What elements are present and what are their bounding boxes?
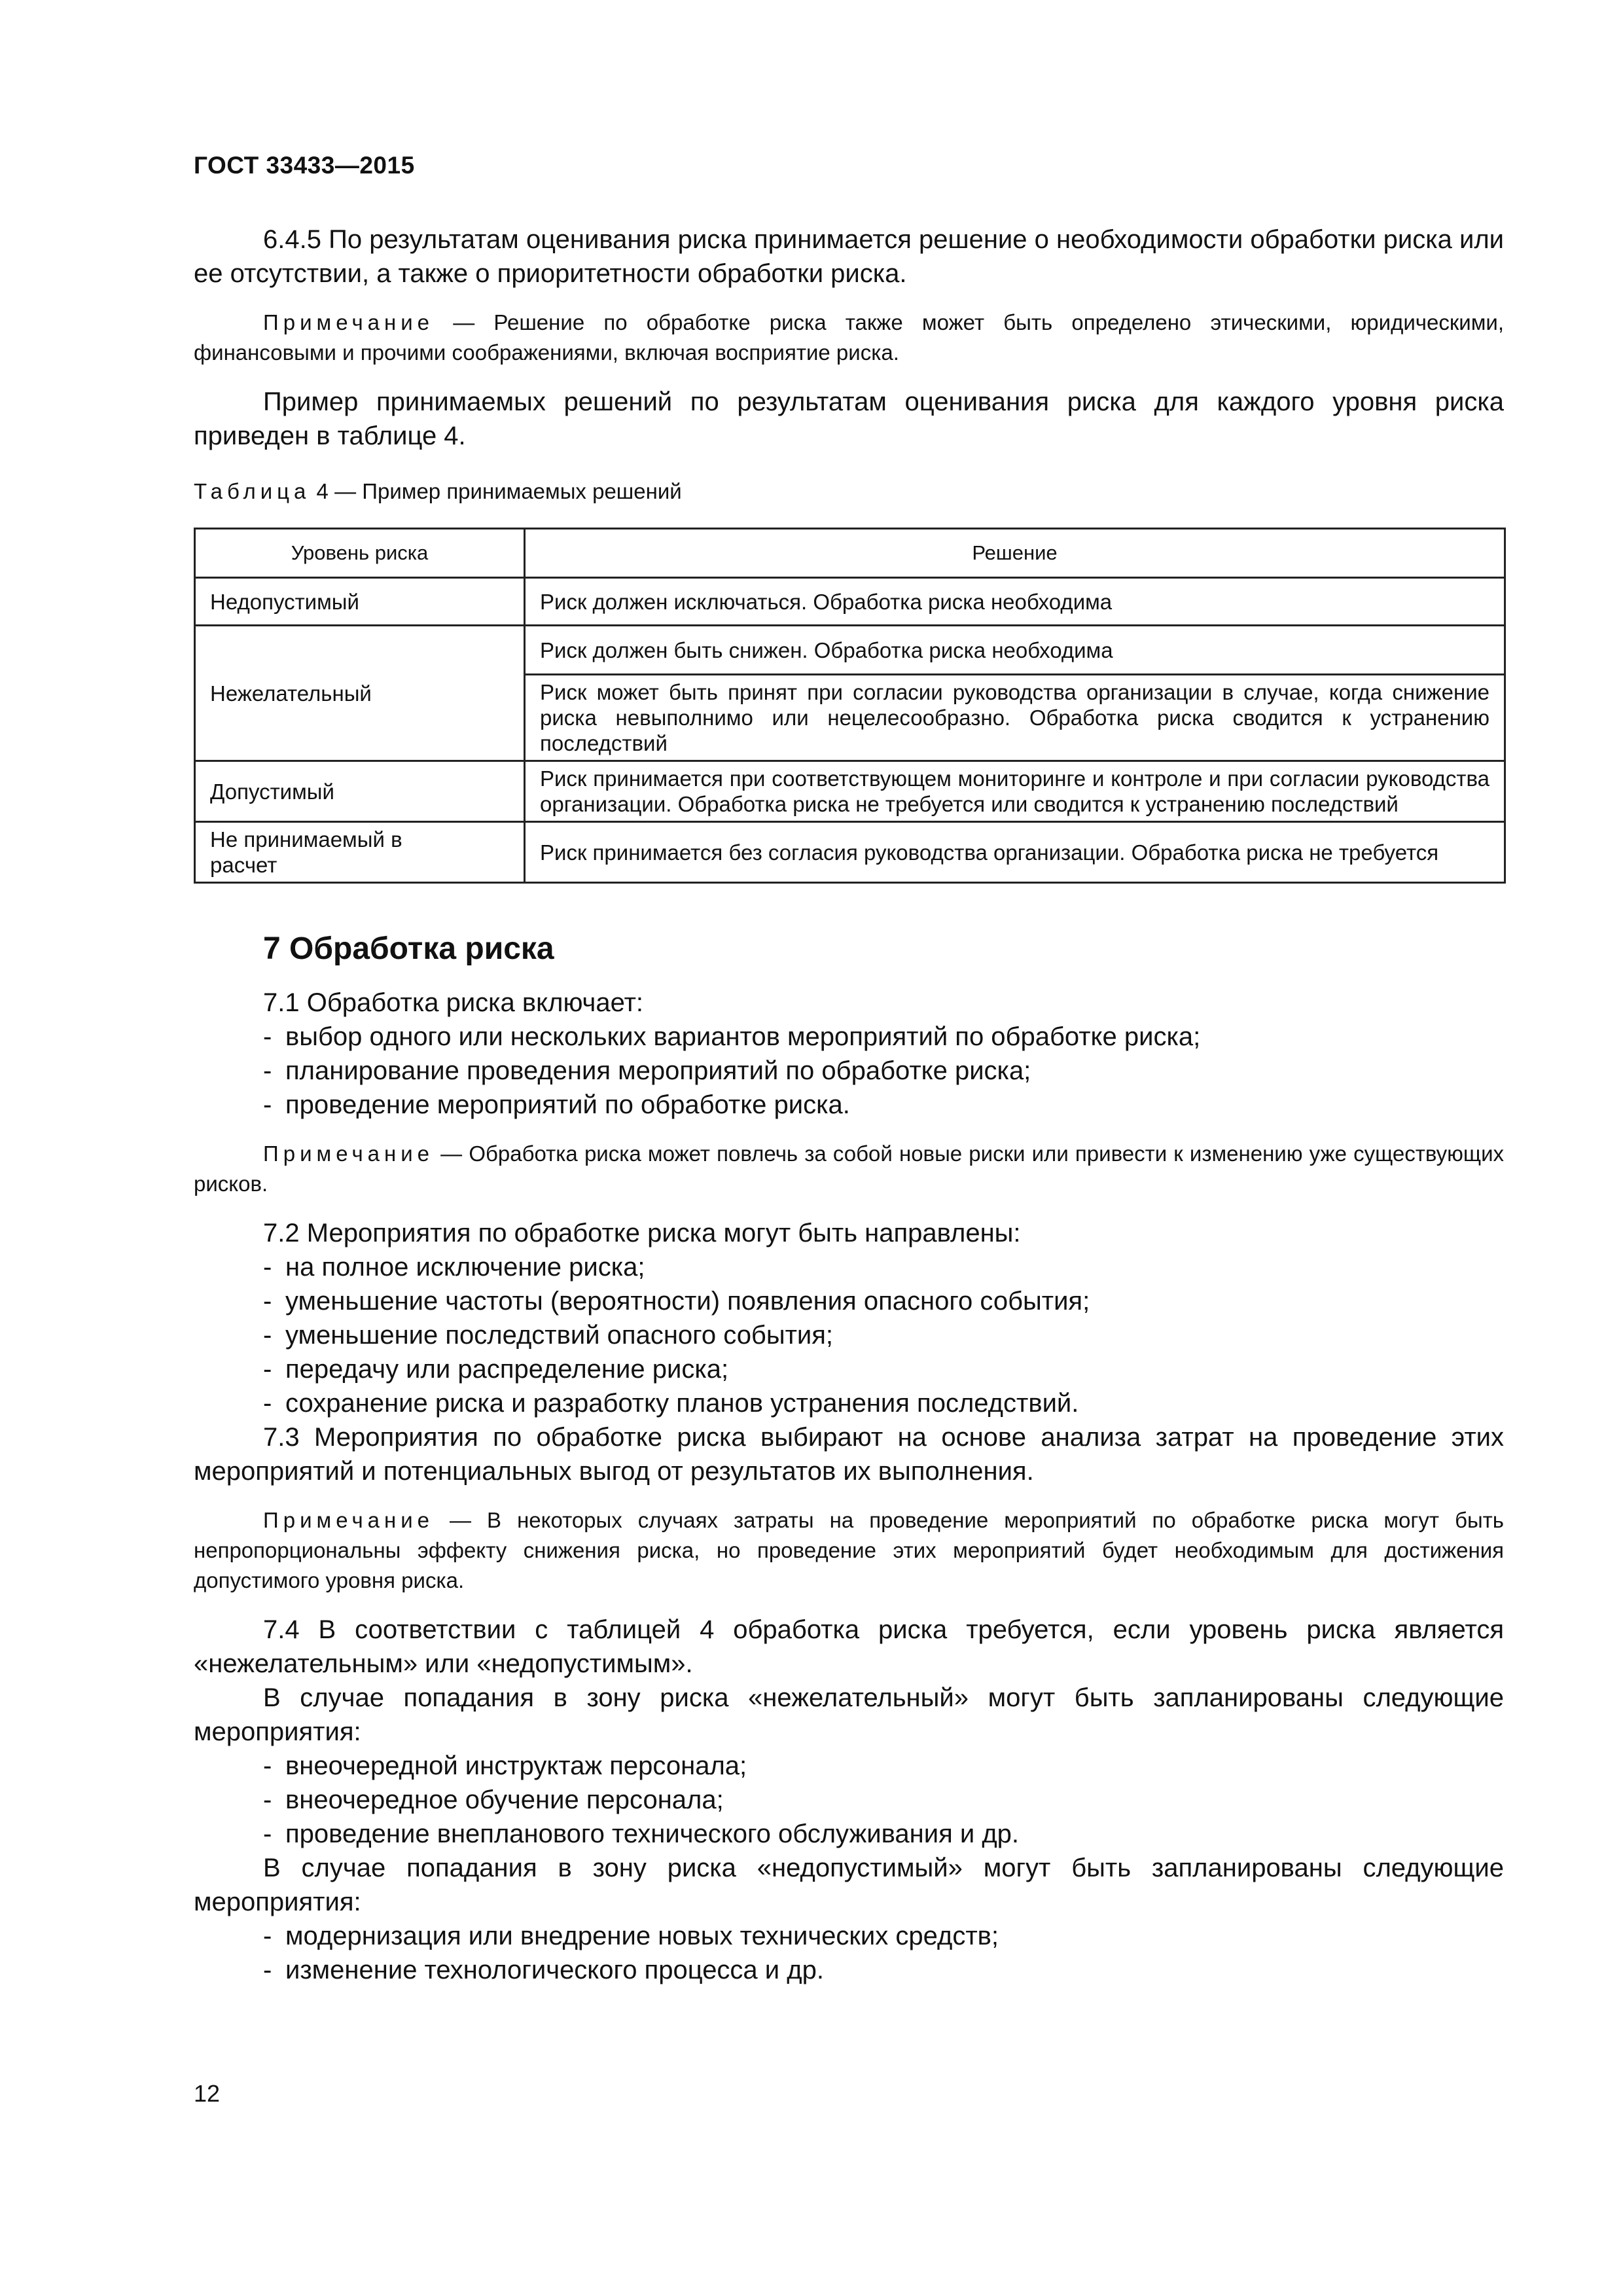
list-item — [194, 1386, 1504, 1420]
note-1 — [194, 308, 1504, 368]
list-item-text: выбор одного или нескольких вариантов мероприятий по обработке риска; — [285, 1022, 1201, 1051]
paragraph-7-2: 7.2 Мероприятия по обработке риска могут быть направлены: — [263, 1219, 1021, 1247]
page-number: 12 — [194, 2080, 221, 2107]
paragraph-example: Пример принимаемых решений по результатам оценивания риска для каждого уровня риска приведен в таблице 4. — [194, 387, 1504, 450]
dash-mark: - — [263, 1922, 272, 1950]
list-item-text: изменение технологического процесса и др. — [285, 1956, 824, 1984]
list-item-text: внеочередной инструктаж персонала; — [285, 1751, 747, 1780]
table-caption-text: 4 — Пример принимаемых решений — [310, 479, 682, 503]
paragraph-unacceptable: В случае попадания в зону риска «недопустимый» могут быть запланированы следующие мероприятия: — [194, 1854, 1504, 1916]
dash-mark: - — [263, 1022, 272, 1051]
dash-mark: - — [263, 1056, 272, 1085]
table-row — [195, 822, 1505, 883]
list-item-text: на полное исключение риска; — [285, 1253, 645, 1282]
list-item — [194, 1284, 1504, 1318]
decision-cell: Риск принимается без согласия руководства организации. Обработка риска не требуется — [525, 822, 1505, 883]
decisions-table — [194, 528, 1506, 884]
list-undesirable — [194, 1749, 1504, 1851]
dash-mark: - — [263, 1956, 272, 1984]
list-item — [194, 1352, 1504, 1386]
note-text: — Решение по обработке риска также может быть определено этическими, юридическими, финансовыми и прочими соображениями, включая восприятие риска. — [194, 310, 1504, 365]
list-item — [194, 1250, 1504, 1284]
note-label: Примечание — [263, 1141, 435, 1166]
list-item-text: проведение внепланового технического обслуживания и др. — [285, 1820, 1020, 1848]
table-row — [195, 578, 1505, 626]
paragraph-7-3: 7.3 Мероприятия по обработке риска выбирают на основе анализа затрат на проведение этих мероприятий и потенциальных выгод от результатов их выполнения. — [194, 1423, 1504, 1486]
list-item-text: внеочередное обучение персонала; — [285, 1785, 724, 1814]
section-7-title: 7 Обработка риска — [263, 931, 554, 966]
decision-cell: Риск должен исключаться. Обработка риска необходима — [525, 578, 1505, 626]
list-item-text: уменьшение частоты (вероятности) появления опасного события; — [285, 1287, 1090, 1316]
note-3 — [194, 1505, 1504, 1596]
list-item — [194, 1953, 1504, 1987]
list-item — [194, 1919, 1504, 1953]
dash-mark: - — [263, 1389, 272, 1418]
standard-designation: ГОСТ 33433—2015 — [194, 152, 415, 179]
dash-mark: - — [263, 1355, 272, 1384]
dash-mark: - — [263, 1253, 272, 1282]
header-decision: Решение — [525, 529, 1505, 578]
risk-level-cell: Нежелательный — [195, 626, 525, 761]
table-caption — [194, 479, 1504, 504]
table-caption-label: Таблица — [194, 479, 311, 503]
risk-level-cell: Недопустимый — [195, 578, 525, 626]
decision-cell: Риск принимается при соответствующем мониторинге и контроле и при согласии руководства организации. Обработка риска не требуется или сводится к устранению последствий — [525, 761, 1505, 822]
list-item-text: передачу или распределение риска; — [285, 1355, 729, 1384]
paragraph-6-4-5: 6.4.5 По результатам оценивания риска принимается решение о необходимости обработки риска или ее отсутствии, а также о приоритетности обработки риска. — [194, 225, 1504, 288]
list-item — [194, 1054, 1504, 1088]
table-header-row — [195, 529, 1505, 578]
risk-level-cell: Допустимый — [195, 761, 525, 822]
decision-cell: Риск должен быть снижен. Обработка риска необходима — [525, 626, 1505, 675]
note-label: Примечание — [263, 310, 435, 334]
note-text: — Обработка риска может повлечь за собой новые риски или привести к изменению уже существующих рисков. — [194, 1141, 1504, 1196]
dash-mark: - — [263, 1820, 272, 1848]
table-row — [195, 626, 1505, 675]
note-label: Примечание — [263, 1508, 435, 1532]
list-item — [194, 1088, 1504, 1122]
page-content — [194, 223, 1504, 1987]
list-item — [194, 1749, 1504, 1783]
note-2 — [194, 1139, 1504, 1199]
list-7-2 — [194, 1250, 1504, 1420]
dash-mark: - — [263, 1287, 272, 1316]
list-unacceptable — [194, 1919, 1504, 1987]
list-item-text: модернизация или внедрение новых технических средств; — [285, 1922, 999, 1950]
dash-mark: - — [263, 1785, 272, 1814]
list-item-text: уменьшение последствий опасного события; — [285, 1321, 834, 1350]
list-item — [194, 1318, 1504, 1352]
list-item — [194, 1817, 1504, 1851]
list-item — [194, 1020, 1504, 1054]
list-item-text: планирование проведения мероприятий по обработке риска; — [285, 1056, 1031, 1085]
risk-level-text: Не принимаемый в расчет — [210, 827, 402, 877]
dash-mark: - — [263, 1321, 272, 1350]
note-text: — В некоторых случаях затраты на проведение мероприятий по обработке риска могут быть непропорциональны эффекту снижения риска, но проведение этих мероприятий будет необходимым для достижения допустимого уровня риска. — [194, 1508, 1504, 1592]
dash-mark: - — [263, 1751, 272, 1780]
risk-level-cell — [195, 822, 525, 883]
list-item — [194, 1783, 1504, 1817]
list-item-text: сохранение риска и разработку планов устранения последствий. — [285, 1389, 1079, 1418]
header-risk-level: Уровень риска — [195, 529, 525, 578]
decision-cell: Риск может быть принят при согласии руководства организации в случае, когда снижение риска невыполнимо или нецелесообразно. Обработка риска сводится к устранению последствий — [525, 675, 1505, 761]
table-row — [195, 761, 1505, 822]
paragraph-undesirable: В случае попадания в зону риска «нежелательный» могут быть запланированы следующие мероприятия: — [194, 1683, 1504, 1746]
paragraph-7-4: 7.4 В соответствии с таблицей 4 обработка риска требуется, если уровень риска является «нежелательным» или «недопустимым». — [194, 1615, 1504, 1678]
paragraph-7-1: 7.1 Обработка риска включает: — [263, 988, 643, 1017]
list-7-1 — [194, 1020, 1504, 1122]
list-item-text: проведение мероприятий по обработке риска. — [285, 1090, 850, 1119]
dash-mark: - — [263, 1090, 272, 1119]
